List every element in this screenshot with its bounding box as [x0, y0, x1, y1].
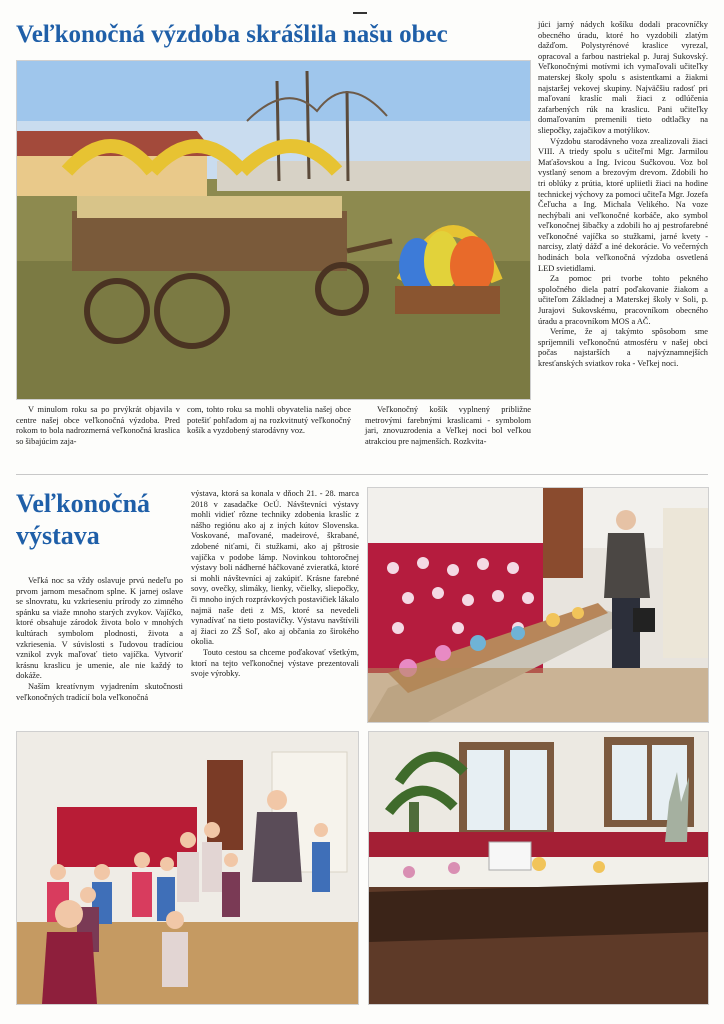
section-divider: [16, 474, 708, 475]
article1-right-p2: Výzdobu starodávneho voza zrealizovali žiaci VIII. A triedy spolu s učiteľmi Mgr. Jarmilou Maťašovskou a Ing. Ivicou Sučkovou. Voz bol vystlaný senom a brezovým drevom. Zdobili ho tri oblúky z prútia, ktoré upliietli žiaci na hodine technickej výchovy za pomoci učiteľa Mgr. Jozefa Čeľucha a Ing. Michala Velikého. Na voze nechýbali ani veľkonočné korbáče, ako symbol veľkonočnej šibačky a zdobili ho aj pestrofarebné veľkonočné vajíčka so stužkami, jarné kvety - narcisy, zlatý dážď a iné dekorácie. Vo večerných hodinách bola veľkonočná výzdoba osvetlená LED svietidlami.: [538, 136, 708, 273]
article2-left-column: [16, 576, 183, 703]
article2-title: [16, 488, 186, 552]
article2-left-p2: Naším kreatívnym vyjadrením skutočnosti veľkonočných tradícií bola veľkonočná: [16, 681, 183, 702]
article1-right-p3: Za pomoc pri tvorbe tohto pekného spoločného diela patrí poďakovanie žiakom a učiteľom Základnej a Materskej školy v Soli, p. Jurajovi Sukovskému, pracovníkom obecného úradu a pracovníkom MOS a AČ.: [538, 274, 708, 326]
article1-title: Veľkonočná výzdoba skrášlila našu obec: [16, 21, 448, 48]
photo-easter-wagon: [16, 60, 531, 400]
photo-exhibition-room: [368, 731, 709, 1005]
article2-left-p1: Veľká noc sa vždy oslavuje prvú nedeľu po prvom jarnom mesačnom splne. K jarnej oslave se slnovratu, ku vzkrieseniu prírody zo zimného spánku sa viaže mnoho starých zvykov. Vajíčko, ktoré obsahuje zárodok života bolo v mnohých kultúrach symbolom plodnosti, života a vzkriesenia. V súvislosti s ľudovou tradíciou vznikol zvyk maľovať tieto vajíčka. Vytvoriť krásnu kraslicu je umenie, ale nie každý to dokáže.: [16, 576, 183, 681]
article2-mid-p1: výstava, ktorá sa konala v dňoch 21. - 28. marca 2018 v zasadačke OcÚ. Návštevníci výstavy mohli vidieť rôzne techniky zdobenia kraslíc z nášho regiónu ako aj z iných kútov Slovenska. Voskované, maľované, madeirové, škrabané, zdobené niťami, či stužkami, ako aj pštrosie vajíčka v podobe lámp. Novinkou tohtoročnej výstavy boli nádherné háčkované zvieratká, ktoré si mohli návštevníci aj zakúpiť. Krásne farebné sovy, ovečky, slimáky, lienky, včielky, sliepočky, či mnoho iných rozprávkových postavičiek lákalo najmä naše deti z MS, ktoré sa nevedeli vynadívať na tieto postavičky. Výstavu navštívili aj žiaci zo ZŠ Soľ, ako aj občania zo širokého okolia.: [191, 489, 359, 647]
article1-right-p4: Veríme, že aj takýmto spôsobom sme spríjemnili veľkonočnú atmosféru v našej obci počas najstarších a najvýznamnejších kresťanských sviatkov roka - Veľkej noci.: [538, 327, 708, 368]
article1-right-column: [538, 20, 708, 370]
top-rule: [353, 12, 367, 14]
article1-col2: [187, 405, 351, 437]
photo-children-group: [16, 731, 359, 1005]
article1-col1-text: V minulom roku sa po prvýkrát objavila v centre našej obce veľkonočná výzdoba. Pred rokom to bola nadrozmerná veľkonočná kraslica so šibajúcim zaja-: [16, 405, 180, 446]
article1-col3-text: Veľkonočný košík vyplnený približne metrovými farebnými kraslicami - symbolom jari, znovuzrodenia a Veľkej noci bol veľkou atrakciou pre najmenších. Rozkvita-: [365, 405, 531, 446]
article1-right-p1: júci jarný nádych košíku dodali pracovníčky obecného úradu, ktoré ho vyzdobili zlatým dažďom. Polystyrénové kraslice vyrezal, opracoval a farbou nastriekal p. Juraj Sukovský. Veľkonočnými motívmi ich vymaľovali učiteľky materskej školy spolu s asistentkami a žiakmi najstaršej vekovej skupiny. Najväčšiu radosť pri maľovaní kraslíc mali žiaci z odlúčenia zafarbených rúk na kraslicu. Pani učiteľky domaľovaním premenili tieto odtlačky na sliepočky, zajačikov a motýlikov.: [538, 20, 708, 135]
article2-title-line2: výstava: [16, 521, 100, 550]
article2-mid-column: [191, 489, 359, 680]
article1-col3: [365, 405, 531, 447]
article1-col1: [16, 405, 180, 447]
photo-exhibition-table: [367, 487, 709, 723]
article2-title-line1: Veľkonočná: [16, 489, 151, 518]
article1-col2-text: com, tohto roku sa mohli obyvatelia našej obce potešiť pohľadom aj na rozkvitnutý veľkonočný košík a vyzdobený starodávny voz.: [187, 405, 351, 436]
article2-mid-p2: Touto cestou sa chceme poďakovať všetkým, ktorí na tejto veľkonočnej výstave prezentovali svoje výrobky.: [191, 647, 359, 679]
